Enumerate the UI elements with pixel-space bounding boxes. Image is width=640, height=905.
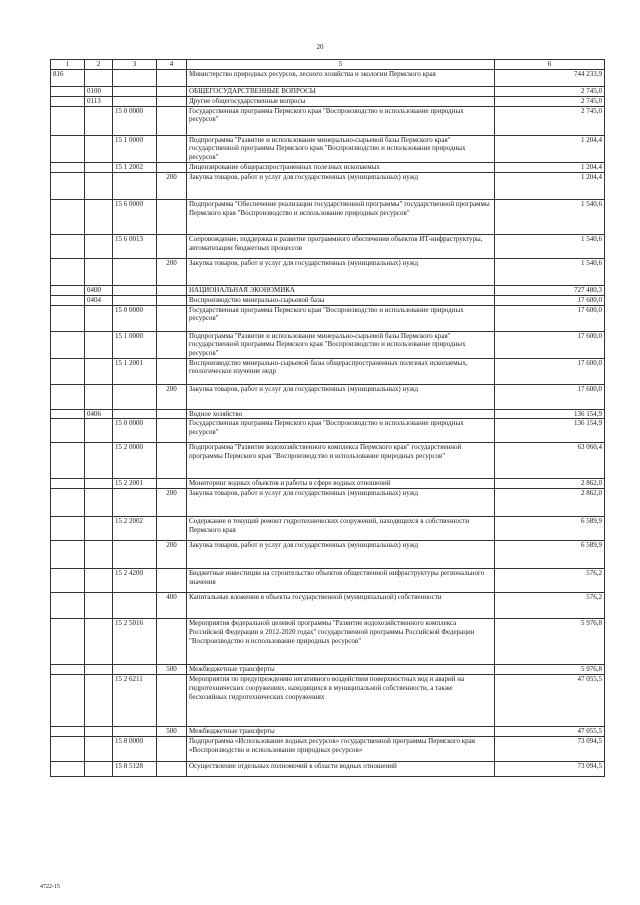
col3-cell: 15 1 0000 (113, 135, 157, 162)
col1-cell (51, 384, 85, 409)
description-cell: Воспроизводство минерально-сырьевой базы (187, 295, 495, 305)
amount-cell: 17 600,0 (495, 305, 605, 331)
col4-cell (157, 419, 187, 443)
amount-cell: 1 540,6 (495, 199, 605, 234)
header-cell: 5 (187, 60, 495, 70)
col1-cell (51, 295, 85, 305)
page-number: 20 (316, 43, 324, 51)
col1-cell (51, 419, 85, 443)
col4-cell: 200 (157, 541, 187, 569)
description-cell: Водное хозяйство (187, 409, 495, 419)
col1-cell (51, 358, 85, 384)
col2-cell (85, 331, 113, 358)
col2-cell: 0100 (85, 87, 113, 97)
amount-cell: 136 154,9 (495, 419, 605, 443)
col4-cell (157, 479, 187, 489)
col2-cell: 0400 (85, 285, 113, 295)
amount-cell: 2 745,0 (495, 87, 605, 97)
footer-code: 4722-15 (40, 884, 60, 890)
table-row (51, 619, 605, 665)
table-row (51, 358, 605, 384)
description-cell: ОБЩЕГОСУДАРСТВЕННЫЕ ВОПРОСЫ (187, 87, 495, 97)
col3-cell: 15 2 0000 (113, 443, 157, 479)
col1-cell (51, 285, 85, 295)
col3-cell (113, 727, 157, 737)
description-cell: Мероприятия федеральной целевой программы "Развитие водохозяйственного комплекса Российской Федерации в 2012-2020 годах" государственной программы Российской Федерации "Воспроизводство и использование природных ресурсов" (187, 619, 495, 665)
col4-cell: 200 (157, 489, 187, 517)
description-cell: Содержание и текущий ремонт гидротехнических сооружений, находящихся в собственности Пермского края (187, 517, 495, 541)
amount-cell: 2 745,0 (495, 97, 605, 107)
col1-cell (51, 87, 85, 97)
description-cell: Другие общегосударственные вопросы (187, 97, 495, 107)
col2-cell: 0113 (85, 97, 113, 107)
col2-cell (85, 569, 113, 593)
col4-cell: 500 (157, 665, 187, 675)
col4-cell (157, 762, 187, 777)
header-cell: 4 (157, 60, 187, 70)
col1-cell (51, 443, 85, 479)
col3-cell (113, 489, 157, 517)
col2-cell (85, 737, 113, 762)
col4-cell (157, 234, 187, 258)
col4-cell (157, 737, 187, 762)
amount-cell: 727 480,3 (495, 285, 605, 295)
col1-cell (51, 541, 85, 569)
col2-cell (85, 593, 113, 619)
description-cell: Закупка товаров, работ и услуг для государственных (муниципальных) нужд (187, 489, 495, 517)
col2-cell (85, 358, 113, 384)
col1-cell (51, 675, 85, 727)
col4-cell (157, 619, 187, 665)
col1-cell (51, 665, 85, 675)
col4-cell (157, 285, 187, 295)
col2-cell (85, 665, 113, 675)
col3-cell (113, 258, 157, 285)
table-row (51, 162, 605, 172)
table-row (51, 135, 605, 162)
col2-cell (85, 727, 113, 737)
col1-cell (51, 489, 85, 517)
header-cell: 2 (85, 60, 113, 70)
table-row (51, 479, 605, 489)
col1-cell (51, 569, 85, 593)
col2-cell (85, 135, 113, 162)
col3-cell (113, 593, 157, 619)
col4-cell (157, 162, 187, 172)
description-cell: Капитальные вложения в объекты государственной (муниципальной) собственности (187, 593, 495, 619)
table-row (51, 593, 605, 619)
description-cell: Закупка товаров, работ и услуг для государственных (муниципальных) нужд (187, 384, 495, 409)
col1-cell (51, 305, 85, 331)
amount-cell: 2 862,0 (495, 489, 605, 517)
table-row (51, 737, 605, 762)
col3-cell: 15 8 0000 (113, 737, 157, 762)
amount-cell: 5 976,8 (495, 619, 605, 665)
description-cell: Закупка товаров, работ и услуг для государственных (муниципальных) нужд (187, 541, 495, 569)
col1-cell (51, 619, 85, 665)
col1-cell (51, 331, 85, 358)
col4-cell (157, 569, 187, 593)
table-row (51, 199, 605, 234)
amount-cell: 136 154,9 (495, 409, 605, 419)
col2-cell (85, 70, 113, 87)
col2-cell (85, 384, 113, 409)
col3-cell (113, 87, 157, 97)
table-row (51, 517, 605, 541)
col1-cell (51, 737, 85, 762)
description-cell: НАЦИОНАЛЬНАЯ ЭКОНОМИКА (187, 285, 495, 295)
col3-cell: 15 0 0000 (113, 419, 157, 443)
col2-cell (85, 172, 113, 199)
col3-cell: 15 6 0013 (113, 234, 157, 258)
col1-cell (51, 234, 85, 258)
table-row (51, 384, 605, 409)
col2-cell (85, 443, 113, 479)
col3-cell: 15 1 2001 (113, 358, 157, 384)
col4-cell (157, 70, 187, 87)
amount-cell: 47 055,5 (495, 727, 605, 737)
amount-cell: 5 976,8 (495, 665, 605, 675)
description-cell: Межбюджетные трансферты (187, 727, 495, 737)
table-row (51, 285, 605, 295)
col4-cell (157, 199, 187, 234)
col4-cell: 400 (157, 593, 187, 619)
table-row (51, 106, 605, 135)
table-row (51, 541, 605, 569)
col3-cell (113, 541, 157, 569)
description-cell: Подпрограмма «Использование водных ресурсов» государственной программы Пермского края «Воспроизводство и использование природных ресурсов» (187, 737, 495, 762)
table-row (51, 97, 605, 107)
col1-cell (51, 258, 85, 285)
col3-cell (113, 409, 157, 419)
table-row (51, 305, 605, 331)
amount-cell: 1 204,4 (495, 162, 605, 172)
col4-cell (157, 331, 187, 358)
col4-cell: 200 (157, 172, 187, 199)
table-row (51, 172, 605, 199)
description-cell: Мониторинг водных объектов и работы в сфере водных отношений (187, 479, 495, 489)
col1-cell (51, 106, 85, 135)
table-row (51, 234, 605, 258)
description-cell: Государственная программа Пермского края "Воспроизводство и использование природных ресурсов" (187, 419, 495, 443)
col4-cell: 200 (157, 384, 187, 409)
header-cell: 6 (495, 60, 605, 70)
amount-cell: 47 055,5 (495, 675, 605, 727)
table-row (51, 409, 605, 419)
description-cell: Закупка товаров, работ и услуг для государственных (муниципальных) нужд (187, 172, 495, 199)
col1-cell (51, 762, 85, 777)
col2-cell (85, 517, 113, 541)
description-cell: Бюджетные инвестиции на строительство объектов общественной инфраструктуры регионального значения (187, 569, 495, 593)
col2-cell (85, 234, 113, 258)
col2-cell (85, 619, 113, 665)
table-row (51, 258, 605, 285)
col3-cell: 15 2 2002 (113, 517, 157, 541)
col3-cell: 15 2 4200 (113, 569, 157, 593)
col2-cell: 0406 (85, 409, 113, 419)
col4-cell (157, 358, 187, 384)
amount-cell: 63 060,4 (495, 443, 605, 479)
col4-cell (157, 106, 187, 135)
col3-cell: 15 0 0000 (113, 305, 157, 331)
amount-cell: 6 589,9 (495, 517, 605, 541)
budget-table (50, 59, 605, 777)
col2-cell (85, 479, 113, 489)
col2-cell (85, 419, 113, 443)
col2-cell: 0404 (85, 295, 113, 305)
col4-cell (157, 675, 187, 727)
description-cell: Межбюджетные трансферты (187, 665, 495, 675)
table-header-row (51, 60, 605, 70)
table-row (51, 762, 605, 777)
col3-cell: 15 2 2001 (113, 479, 157, 489)
table-row (51, 419, 605, 443)
col1-cell (51, 172, 85, 199)
description-cell: Государственная программа Пермского края "Воспроизводство и использование природных ресурсов" (187, 106, 495, 135)
table-row (51, 665, 605, 675)
table-row (51, 489, 605, 517)
amount-cell: 576,2 (495, 593, 605, 619)
amount-cell: 1 540,6 (495, 258, 605, 285)
table-row (51, 331, 605, 358)
table-row (51, 70, 605, 87)
col4-cell (157, 305, 187, 331)
col2-cell (85, 541, 113, 569)
col1-cell (51, 593, 85, 619)
col1-cell (51, 727, 85, 737)
table-row (51, 295, 605, 305)
col4-cell (157, 295, 187, 305)
table-row (51, 443, 605, 479)
amount-cell: 73 094,5 (495, 762, 605, 777)
col4-cell (157, 409, 187, 419)
col1-cell (51, 517, 85, 541)
amount-cell: 2 745,0 (495, 106, 605, 135)
col3-cell (113, 70, 157, 87)
description-cell: Министерство природных ресурсов, лесного хозяйства и экологии Пермского края (187, 70, 495, 87)
col4-cell (157, 443, 187, 479)
col1-cell (51, 199, 85, 234)
amount-cell: 17 600,0 (495, 331, 605, 358)
amount-cell: 1 204,4 (495, 172, 605, 199)
table-row (51, 87, 605, 97)
description-cell: Лицензирование общераспространенных полезных ископаемых (187, 162, 495, 172)
description-cell: Подпрограмма "Развитие и использование минерально-сырьевой базы Пермского края" государственной программы Пермского края "Воспроизводство и использование природных ресурсов" (187, 331, 495, 358)
amount-cell: 73 094,5 (495, 737, 605, 762)
table-row (51, 569, 605, 593)
col1-cell: 816 (51, 70, 85, 87)
description-cell: Подпрограмма "Развитие водохозяйственного комплекса Пермского края" государственной программы Пермского края "Воспроизводство и использование природных ресурсов" (187, 443, 495, 479)
description-cell: Закупка товаров, работ и услуг для государственных (муниципальных) нужд (187, 258, 495, 285)
col2-cell (85, 258, 113, 285)
description-cell: Государственная программа Пермского края "Воспроизводство и использование природных ресурсов" (187, 305, 495, 331)
col2-cell (85, 199, 113, 234)
description-cell: Воспроизводство минерально-сырьевой базы общераспространенных полезных ископаемых, геологическое изучение недр (187, 358, 495, 384)
col4-cell (157, 517, 187, 541)
description-cell: Подпрограмма "Обеспечение реализации государственной программы" государственной программы Пермского края "Воспроизводство и использование природных ресурсов" (187, 199, 495, 234)
description-cell: Мероприятия по предупреждению негативного воздействия поверхностных вод и аварий на гидротехнических сооружениях, находящихся в муниципальной собственности, а также бесхозяйных гидротехнических сооружениях (187, 675, 495, 727)
col2-cell (85, 762, 113, 777)
amount-cell: 1 540,6 (495, 234, 605, 258)
col4-cell (157, 135, 187, 162)
header-cell: 1 (51, 60, 85, 70)
amount-cell: 1 204,4 (495, 135, 605, 162)
col3-cell: 15 8 5128 (113, 762, 157, 777)
col3-cell: 15 2 5016 (113, 619, 157, 665)
amount-cell: 17 600,0 (495, 295, 605, 305)
amount-cell: 744 233,9 (495, 70, 605, 87)
col2-cell (85, 162, 113, 172)
col4-cell: 500 (157, 727, 187, 737)
col2-cell (85, 489, 113, 517)
col3-cell (113, 172, 157, 199)
col3-cell (113, 97, 157, 107)
table-row (51, 727, 605, 737)
col1-cell (51, 409, 85, 419)
col3-cell (113, 285, 157, 295)
amount-cell: 576,2 (495, 569, 605, 593)
col1-cell (51, 97, 85, 107)
amount-cell: 6 589,9 (495, 541, 605, 569)
col3-cell (113, 665, 157, 675)
description-cell: Сопровождение, поддержка и развитие программного обеспечения объектов ИТ-инфраструктуры, автоматизации бюджетных процессов (187, 234, 495, 258)
col2-cell (85, 305, 113, 331)
col4-cell (157, 97, 187, 107)
col3-cell (113, 384, 157, 409)
col1-cell (51, 135, 85, 162)
amount-cell: 2 862,0 (495, 479, 605, 489)
description-cell: Подпрограмма "Развитие и использование минерально-сырьевой базы Пермского края" государственной программы Пермского края "Воспроизводство и использование природных ресурсов" (187, 135, 495, 162)
amount-cell: 17 600,0 (495, 358, 605, 384)
header-cell: 3 (113, 60, 157, 70)
col3-cell: 15 2 6211 (113, 675, 157, 727)
table-row (51, 675, 605, 727)
col3-cell: 15 1 2002 (113, 162, 157, 172)
col3-cell (113, 295, 157, 305)
col3-cell: 15 6 0000 (113, 199, 157, 234)
col1-cell (51, 162, 85, 172)
col1-cell (51, 479, 85, 489)
amount-cell: 17 600,0 (495, 384, 605, 409)
col3-cell: 15 1 0000 (113, 331, 157, 358)
col4-cell (157, 87, 187, 97)
description-cell: Осуществление отдельных полномочий в области водных отношений (187, 762, 495, 777)
col4-cell: 200 (157, 258, 187, 285)
col2-cell (85, 106, 113, 135)
col3-cell: 15 0 0000 (113, 106, 157, 135)
col2-cell (85, 675, 113, 727)
